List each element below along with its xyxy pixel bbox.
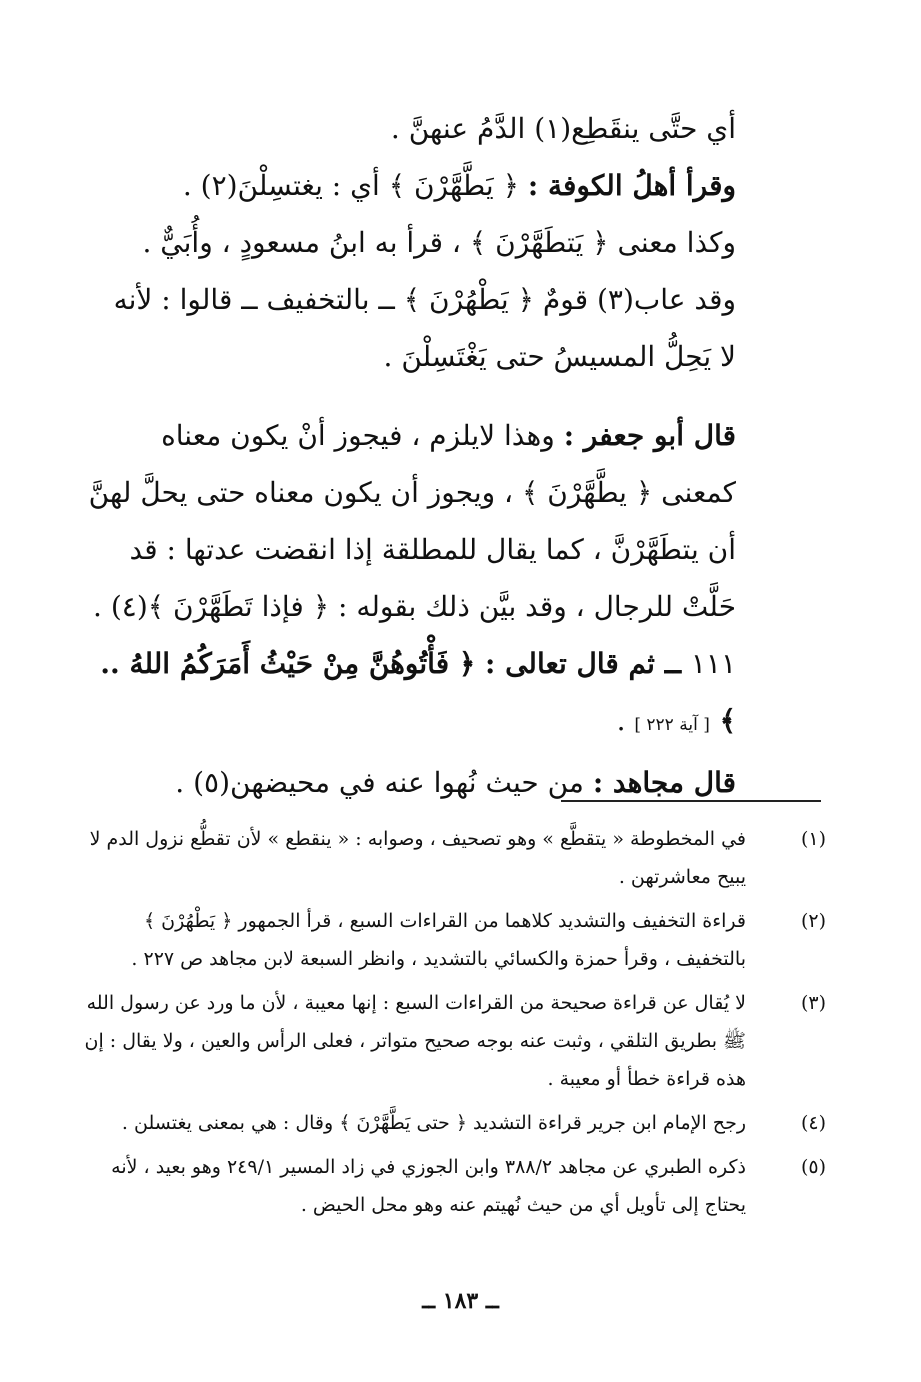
footnote-3 — [80, 984, 826, 1098]
footnote-number: (٣) — [800, 992, 826, 1014]
line-1 — [80, 100, 736, 157]
line-5-text: لا يَحِلُّ المسيسُ حتى يَغْتَسِلْنَ . — [383, 340, 736, 373]
line-4-text: وقد عاب(٣) قومٌ ﴿ يَطْهُرْنَ ﴾ ــ بالتخفيف ــ قالوا : لأنه — [113, 283, 736, 316]
footnotes — [80, 820, 826, 1230]
line-5 — [80, 328, 736, 385]
footnote-number: (٢) — [800, 910, 826, 932]
line-3 — [80, 214, 736, 271]
footnote-text: رجح الإمام ابن جرير قراءة التشديد ﴿ حتى يَطَّهَّرْنَ ﴾ وقال : هي بمعنى يغتسلن . — [121, 1112, 746, 1134]
footnote-text: قراءة التخفيف والتشديد كلاهما من القراءات السبع ، قرأ الجمهور ﴿ يَطْهُرْنَ ﴾ بالتخفيف ، وقرأ حمزة والكسائي بالتشديد ، وانظر السبعة لابن مجاهد ص ٢٢٧ . — [131, 910, 746, 970]
footnote-5 — [80, 1148, 826, 1224]
mujahid-heading: قال مجاهد : — [592, 766, 736, 799]
mujahid-line — [80, 754, 736, 811]
abu-jafar-heading: قال أبو جعفر : — [563, 419, 736, 452]
footnote-number: (٥) — [800, 1156, 826, 1178]
verse-text: ــ ثم قال تعالى : ﴿ فَأْتُوهُنَّ مِنْ حَيْثُ أَمَرَكُمُ اللهُ .. ﴾ — [100, 647, 736, 737]
footnote-text: لا يُقال عن قراءة صحيحة من القراءات السبع : إنها معيبة ، لأن ما ورد عن رسول الله ﷺ بطريق التلقي ، وثبت عنه بوجه صحيح متواتر ، فعلى الرأس والعين ، ولا يقال : إن هذه قراءة خطأ أو معيبة . — [84, 992, 746, 1090]
verse-line — [80, 635, 736, 754]
verse-end: . — [616, 704, 635, 737]
line-1-text: أي حتَّى ينقَطِع(١) الدَّمُ عنهنَّ . — [390, 112, 736, 145]
main-text — [80, 100, 736, 811]
footnote-number: (١) — [800, 828, 826, 850]
footnote-4 — [80, 1104, 826, 1142]
aya-reference: [ آية ٢٢٢ ] — [634, 715, 710, 735]
footnote-divider — [561, 800, 821, 802]
footnote-number: (٤) — [800, 1112, 826, 1134]
footnote-text: في المخطوطة « يتقطَّع » وهو تصحيف ، وصوابه : « ينقطع » لأن تقطُّع نزول الدم لا يبيح معاشرتهن . — [89, 828, 746, 888]
line-4 — [80, 271, 736, 328]
footnote-1 — [80, 820, 826, 896]
footnote-2 — [80, 902, 826, 978]
footnote-text: ذكره الطبري عن مجاهد ٣٨٨/٢ وابن الجوزي في زاد المسير ٢٤٩/١ وهو بعيد ، لأنه يحتاج إلى تأويل أي من حيث نُهيتم عنه وهو محل الحيض . — [111, 1156, 746, 1216]
line-2-text: ﴿ يَطَّهَّرْنَ ﴾ أي : يغتسِلْنَ(٢) . — [182, 169, 528, 202]
mujahid-text: من حيث نُهوا عنه في محيضهن(٥) . — [175, 766, 593, 799]
kufa-heading: وقرأ أهلُ الكوفة : — [527, 169, 736, 202]
line-2 — [80, 157, 736, 214]
verse-number: ١١١ — [690, 647, 736, 680]
abu-jafar-paragraph — [80, 407, 736, 635]
page-number: ــ ١٨٣ ــ — [422, 1288, 499, 1314]
line-3-text: وكذا معنى ﴿ يَتطَهَّرْنَ ﴾ ، قرأ به ابنُ مسعودٍ ، وأُبَيٌّ . — [142, 226, 736, 259]
abu-jafar-text: وهذا لايلزم ، فيجوز أنْ يكون معناه كمعنى ﴿ يطَّهَّرْنَ ﴾ ، ويجوز أن يكون معناه حتى يحلَّ لهنَّ أن يتطَهَّرْنَّ ، كما يقال للمطلقة إذا انقضت عدتها : قد حَلَّتْ للرجال ، وقد بيَّن ذلك بقوله : ﴿ فإذا تَطَهَّرْنَ ﴾(٤) . — [88, 419, 736, 623]
